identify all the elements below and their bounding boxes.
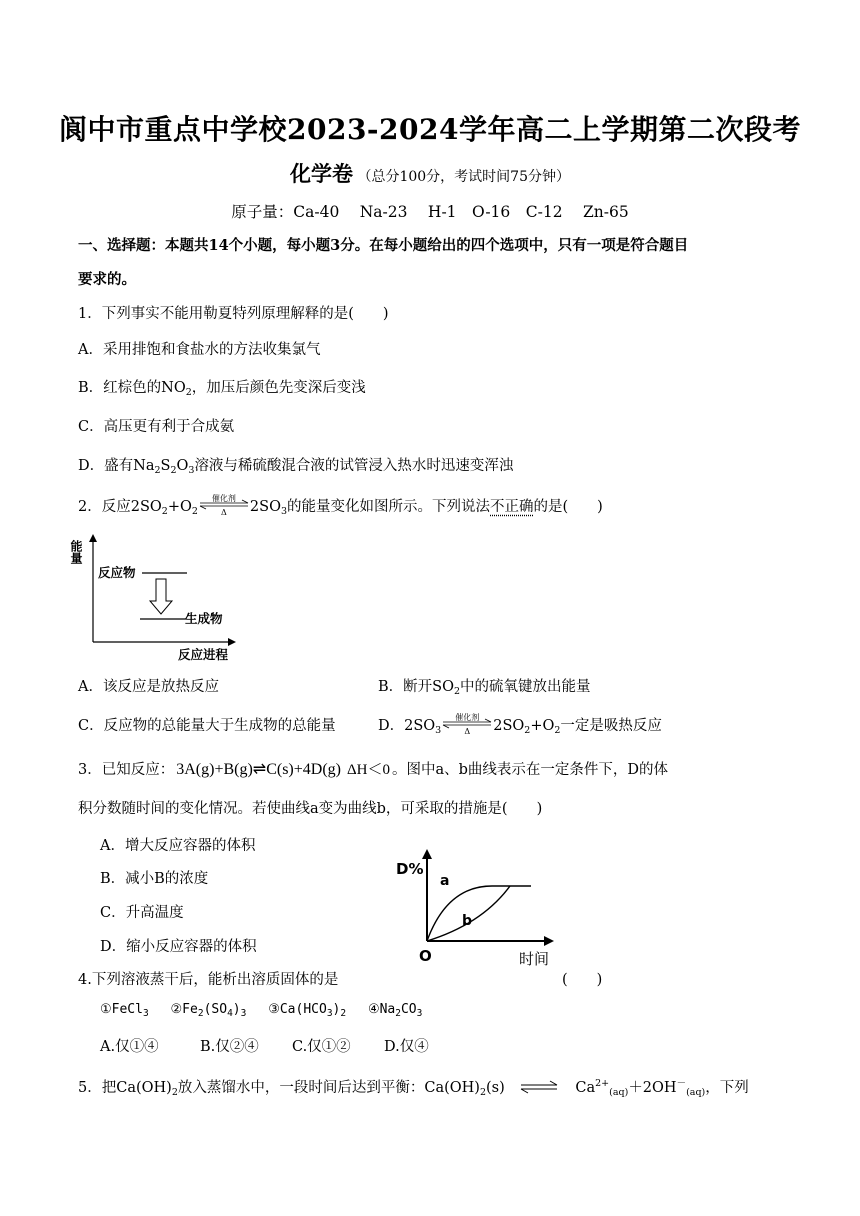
q3-option-d: D．缩小反应容器的体积 — [100, 939, 257, 955]
graph-origin: O — [419, 947, 432, 965]
q1-option-c: C．高压更有利于合成氨 — [78, 419, 235, 435]
q4-stem: 4.下列溶液蒸干后，能析出溶质固体的是 — [78, 972, 339, 988]
exam-subtitle — [0, 158, 860, 188]
q4-items: ①FeCl$_3$ $②Fe_2(SO_4)_3$ $③Ca(HCO_3)_2$ $④Na_2CO_3$ — [100, 1002, 423, 1019]
exam-title: 阆中市重点中学校2023-2024学年高二上学期第二次段考 — [59, 113, 801, 146]
reactant-label: 反应物 — [98, 565, 136, 580]
down-arrow-icon — [150, 579, 172, 614]
equilibrium-arrow — [519, 1080, 559, 1094]
curve-a — [427, 886, 531, 941]
graph-xlabel: 时间 — [519, 950, 550, 968]
graph-ylabel: D% — [396, 860, 424, 878]
section-heading-line2: 要求的。 — [78, 271, 136, 288]
curve-a-label: a — [440, 873, 450, 889]
equilibrium-arrow: 催化剂 Δ — [198, 496, 250, 514]
q2-option-c: C．反应物的总能量大于生成物的总能量 — [78, 718, 336, 734]
product-label: 生成物 — [185, 611, 223, 626]
equilibrium-arrow: 催化剂 Δ — [441, 715, 493, 733]
q4-option-c: C.仅①② — [292, 1039, 351, 1055]
energy-diagram — [69, 532, 242, 664]
exam-note: （总分100分，考试时间75分钟） — [357, 169, 570, 185]
q2-option-d: D．$2SO_3$ 催化剂 Δ $2SO_2+O_2$一定是吸热反应 — [378, 713, 662, 736]
energy-xlabel: 反应进程 — [178, 647, 229, 662]
energy-ylabel: 能量 — [69, 540, 83, 564]
q3-option-c: C．升高温度 — [100, 905, 184, 921]
section-heading-line1: 一、选择题：本题共14个小题，每小题3分。在每小题给出的四个选项中，只有一项是符合题目 — [78, 237, 689, 254]
q3-stem-line2: 积分数随时间的变化情况。若使曲线a变为曲线b，可采取的措施是( ) — [78, 801, 543, 817]
q2-option-a: A．该反应是放热反应 — [78, 679, 219, 695]
q3-stem: 3．已知反应： 3A(g)+B(g)⇌C(s)+4D(g) ΔH＜0 。图中a、b曲线表示在一定条件下，D的体 — [78, 761, 669, 778]
q4-paren: ( ) — [562, 972, 603, 988]
q1-stem: 1．下列事实不能用勒夏特列原理解释的是( ) — [78, 306, 389, 322]
d-percent-graph — [392, 844, 562, 972]
atomic-masses: 原子量：Ca-40 Na-23 H-1 O-16 C-12 Zn-65 — [231, 203, 629, 221]
q3-option-a: A．增大反应容器的体积 — [100, 838, 256, 854]
q1-option-d: D．盛有$Na_2S_2O_3$溶液与稀硫酸混合液的试管浸入热水时迅速变浑浊 — [78, 458, 514, 476]
q4-option-d: D.仅④ — [384, 1039, 429, 1055]
q2-stem: 2．反应$2SO_2+O_2$ 催化剂 Δ $2SO_3$的能量变化如图所示。下列说法不正确的是( ) — [78, 494, 603, 517]
q4-option-b: B.仅②④ — [200, 1039, 259, 1055]
q5-stem: 5．把$Ca(OH)_2$放入蒸馏水中，一段时间后达到平衡：$Ca(OH)_2(s)$ $Ca^{2+}_{(aq)}+2OH^-_{(aq)}$，下列 — [78, 1078, 749, 1098]
q1-option-b: B．红棕色的$NO_2$，加压后颜色先变深后变浅 — [78, 380, 366, 398]
q1-option-a: A．采用排饱和食盐水的方法收集氯气 — [78, 342, 321, 358]
subject-label: 化学卷 — [290, 161, 353, 186]
q4-option-a: A.仅①④ — [100, 1039, 159, 1055]
curve-b-label: b — [462, 913, 473, 929]
q3-option-b: B．减小B的浓度 — [100, 871, 209, 887]
q2-option-b: B．断开$SO_2$中的硫氧键放出能量 — [378, 679, 591, 697]
